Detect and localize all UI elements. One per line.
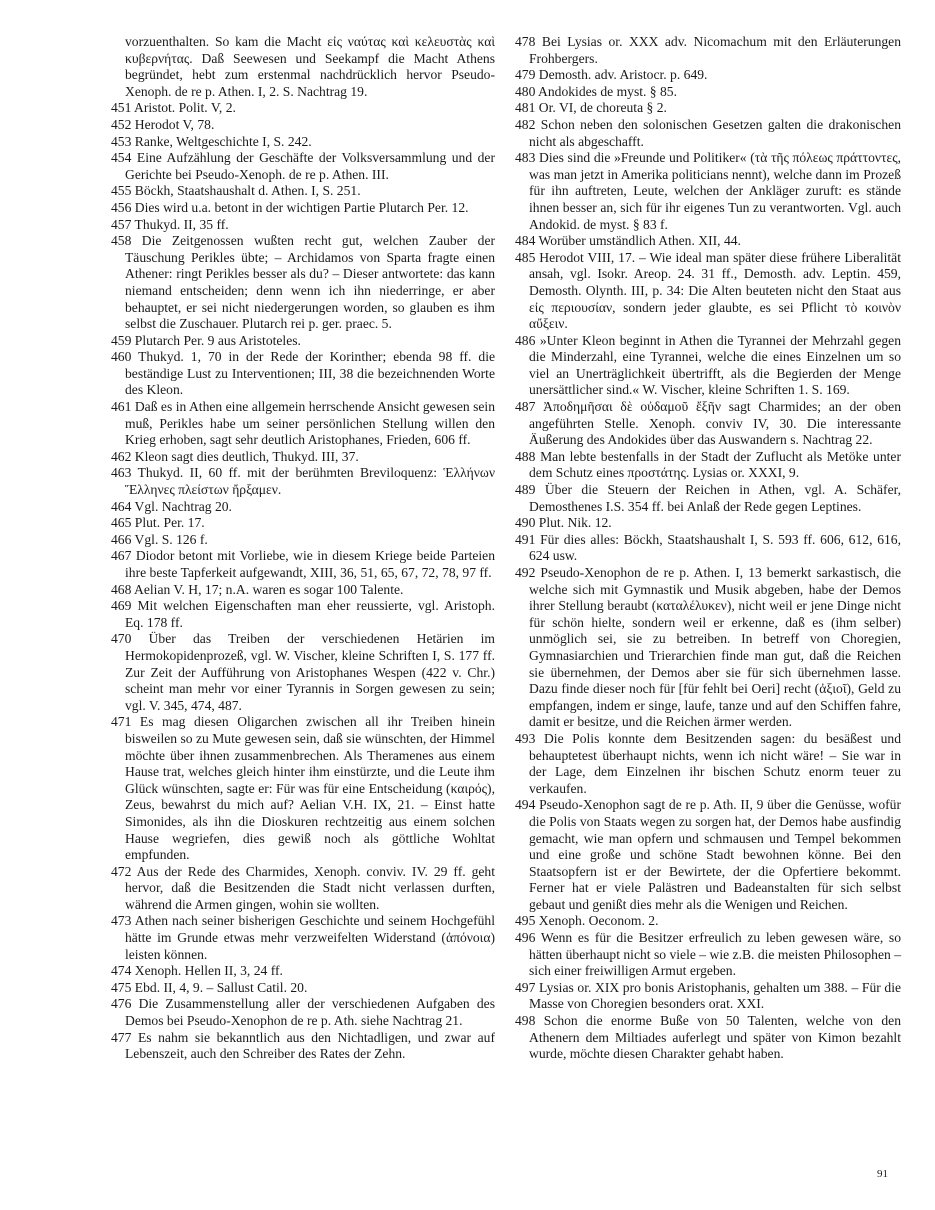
footnote-text: Worüber umständlich Athen. XII, 44. xyxy=(538,233,741,249)
footnote-text: Demosth. adv. Aristocr. p. 649. xyxy=(538,67,708,83)
footnote-text: Es mag diesen Oligarchen zwischen all ihr Treiben hinein bisweilen so zu Mute gewesen sein, daß sie wünschten, der Himmel möchte über ihnen zusammenbrechen. Als Theramenes aus einem Hause trat, welches gleich hinter ihm einstürzte, und die Leute ihm Glück wünschten, sagte er: Für was für eine Entscheidung (καιρός), Zeus, bewahrst du mich auf? Aelian V.H. IX, 21. – Einst hatte Simonides, als ihn die Dioskuren rechtzeitig aus einem solchen Hause wegriefen, dies gewiß noch als göttliche Wohltat empfunden. xyxy=(125,714,495,863)
footnote-number: 482 xyxy=(515,116,536,132)
footnote-485 xyxy=(515,250,901,333)
footnote-494 xyxy=(515,797,901,913)
page-number: 91 xyxy=(877,1168,888,1180)
footnote-number: 470 xyxy=(111,631,132,647)
footnote-text: Ranke, Weltgeschichte I, S. 242. xyxy=(134,133,312,149)
right-column xyxy=(515,34,901,1063)
footnote-451 xyxy=(111,100,495,117)
footnote-number: 455 xyxy=(111,183,132,199)
footnote-text: Pseudo-Xenophon sagt de re p. Ath. II, 9 über die Genüsse, wofür die Polis von Staats wegen zu sorgen hat, der Demos habe ausfindig gemacht, wie man opfern und schmausen und Tempel bekommen und eine große und schöne Stadt bewohnen könne. Bei den Staatsopfern ist er der Bewirtete, der die Opfertiere bekommt. Ferner hat er viele Palästren und Badeanstalten für sich selbst gebaut und genißt dies mehr als die Wenigen und Reichen. xyxy=(529,797,901,912)
footnote-text: Xenoph. Oeconom. 2. xyxy=(538,913,659,929)
footnote-text: Herodot V, 78. xyxy=(134,116,215,132)
footnote-498 xyxy=(515,1013,901,1063)
footnote-number: 457 xyxy=(111,216,132,232)
footnote-text: Daß es in Athen eine allgemein herrschende Ansicht gewesen sein muß, Perikles habe um seiner persönlichen Stellung willen den Krieg erhoben, sagt sehr deutlich Aristophanes, Frieden, 606 ff. xyxy=(125,399,495,448)
footnote-461 xyxy=(111,399,495,449)
footnote-number: 469 xyxy=(111,598,132,614)
footnote-470 xyxy=(111,631,495,714)
footnote-number: 462 xyxy=(111,448,132,464)
footnote-number: 492 xyxy=(515,565,536,580)
footnote-text: Herodot VIII, 17. – Wie ideal man später diese frühere Liberalität ansah, vgl. Isokr. Areop. 24. 31 ff., Demosth. adv. Leptin. 459, Demosth. Olynth. III, p. 34: Die Alten beuteten nicht den Staat aus εἰς περιουσίαν, sondern jeder glaubte, es sei Pflicht τὸ κοινὸν αὔξειν. xyxy=(529,249,901,332)
footnote-text: Thukyd. II, 35 ff. xyxy=(134,216,229,232)
footnote-text: Dies sind die »Freunde und Politiker« (τὰ τῆς πόλεως πράττοντες, was man jetzt in Amerika politicians nennt), welche dann im Prozeß für ihn auftreten, Leute, welchen der Ankläger zuruft: es stände ihnen besser an, sich für ihr eigenes Tun zu verantworten. Vgl. auch Andokid. de myst. § 83 f. xyxy=(529,150,901,232)
footnote-number: 475 xyxy=(111,979,132,995)
footnote-number: 488 xyxy=(515,448,536,464)
footnote-number: 454 xyxy=(111,150,132,166)
footnote-490 xyxy=(515,515,901,532)
footnote-number: 498 xyxy=(515,1013,536,1029)
footnote-469 xyxy=(111,598,495,631)
footnote-number: 495 xyxy=(515,913,536,929)
footnote-number: 477 xyxy=(111,1029,132,1045)
footnote-number: 471 xyxy=(111,714,132,730)
footnote-text: Schon neben den solonischen Gesetzen galten die drakonischen nicht als abgeschafft. xyxy=(529,116,901,149)
footnote-456 xyxy=(111,200,495,217)
footnote-number: 453 xyxy=(111,133,132,149)
footnote-number: 451 xyxy=(111,100,132,116)
footnote-text: Plut. Nik. 12. xyxy=(538,515,612,531)
footnote-text: Pseudo-Xenophon de re p. Athen. I, 13 bemerkt sarkastisch, die welche sich mit Gymnastik und Musik abgeben, habe der Demos ihrer Stellung beraubt (καταλέλυκεν), nicht weil er jene Dinge nicht für schön hielte, sondern weil er erkenne, daß es (ihm selber) unmöglich sei, sie zu betreiben. In betreff von Choregien, Gymnasiarchien und Trierarchien finde man gut, daß die Reichen sie übernehmen, der Demos aber sie für sich übernehmen lasse. Dazu finde dieser noch für [für fehlt bei Oeri] recht (ἀξιοῖ), Geld zu empfangen, indem er singe, laufe, tanze und auf den Schiffen fahre, damit er besitze, und die Reichen ärmer werden. xyxy=(529,565,901,730)
footnote-text: Andokides de myst. § 85. xyxy=(538,83,677,99)
footnote-text: Aristot. Polit. V, 2. xyxy=(134,100,236,116)
footnote-476 xyxy=(111,996,495,1029)
footnote-463 xyxy=(111,465,495,498)
footnote-493 xyxy=(515,731,901,797)
left-column xyxy=(111,34,495,1063)
footnote-text: Kleon sagt dies deutlich, Thukyd. III, 37. xyxy=(134,448,359,464)
footnote-number: 487 xyxy=(515,399,536,415)
footnote-text: Böckh, Staatshaushalt d. Athen. I, S. 251. xyxy=(134,183,361,199)
footnote-458 xyxy=(111,233,495,333)
footnote-495 xyxy=(515,913,901,930)
footnote-473 xyxy=(111,913,495,963)
footnote-492 xyxy=(515,565,901,731)
footnote-number: 476 xyxy=(111,996,132,1012)
footnote-text: Die Zusammenstellung aller der verschiedenen Aufgaben des Demos bei Pseudo-Xenophon de re p. Ath. siehe Nachtrag 21. xyxy=(125,996,495,1029)
footnote-number: 459 xyxy=(111,332,132,348)
footnote-468 xyxy=(111,582,495,599)
footnote-number: 493 xyxy=(515,730,536,746)
footnote-466 xyxy=(111,532,495,549)
footnote-number: 480 xyxy=(515,83,536,99)
footnote-text: Für dies alles: Böckh, Staatshaushalt I, S. 593 ff. 606, 612, 616, 624 usw. xyxy=(529,531,901,564)
footnote-text: Plut. Per. 17. xyxy=(134,515,205,531)
footnote-number: 458 xyxy=(111,233,132,249)
footnote-number: 466 xyxy=(111,531,132,547)
footnote-number: 464 xyxy=(111,498,132,514)
footnote-number: 452 xyxy=(111,116,132,132)
footnote-482 xyxy=(515,117,901,150)
footnote-text: Ἀποδημῆσαι δὲ οὐδαμοῦ ἔξῆν sagt Charmides; an der oben angeführten Stelle. Xenoph. conviv IV, 30. Die interessante Äußerung des Andokides über das Auswandern s. Nachtrag 22. xyxy=(529,399,902,448)
footnote-number: 491 xyxy=(515,531,536,547)
footnote-number: 472 xyxy=(111,863,132,879)
footnote-484 xyxy=(515,233,901,250)
footnote-483 xyxy=(515,150,901,233)
footnote-text: Vgl. S. 126 f. xyxy=(134,531,208,547)
footnote-number: 467 xyxy=(111,548,132,564)
footnote-number: 474 xyxy=(111,963,132,979)
footnote-number: 486 xyxy=(515,332,536,348)
footnote-text: Die Zeitgenossen wußten recht gut, welchen Zauber der Täuschung Perikles übte; – Archidamos von Sparta fragte einen Athener: ringt Perikles besser als du? – Dieser antwortete: das kann niemand entscheiden; denn wenn ich ihn niederringe, er aber behauptet, er sei nicht niedergerungen worden, so glauben es ihm selbst die Zuschauer. Plutarch rei p. ger. praec. 5. xyxy=(125,233,496,332)
footnote-text: Man lebte bestenfalls in der Stadt der Zuflucht als Metöke unter dem Schutz eines προστάτης. Lysias or. XXXI, 9. xyxy=(529,448,901,481)
footnote-text: Thukyd. II, 60 ff. mit der berühmten Breviloquenz: Ἑλλήνων Ἕλληνες πλείστων ἤρξαμεν. xyxy=(125,465,495,498)
footnote-481 xyxy=(515,100,901,117)
footnote-477 xyxy=(111,1030,495,1063)
footnote-text: Bei Lysias or. XXX adv. Nicomachum mit den Erläuterungen Frohbergers. xyxy=(529,34,901,66)
footnote-text: Über das Treiben der verschiedenen Hetärien im Hermokopidenprozeß, vgl. W. Vischer, kleine Schriften I, S. 177 ff. Zur Zeit der Aufführung von Aristophanes Wespen (422 v. Chr.) scheint man mehr vor einer Tyrannis in Sorgen gewesen zu sein; vgl. V. 345, 474, 487. xyxy=(125,631,495,713)
footnote-text: Plutarch Per. 9 aus Aristoteles. xyxy=(134,332,301,348)
footnote-488 xyxy=(515,449,901,482)
footnote-number: 483 xyxy=(515,150,536,166)
footnote-459 xyxy=(111,333,495,350)
footnote-464 xyxy=(111,499,495,516)
footnote-text: Mit welchen Eigenschaften man eher reussierte, vgl. Aristoph. Eq. 178 ff. xyxy=(125,598,495,630)
footnote-491 xyxy=(515,532,901,565)
footnote-453 xyxy=(111,134,495,151)
footnote-text: »Unter Kleon beginnt in Athen die Tyrannei der Mehrzahl gegen die Minderzahl, eine Tyrannei, welche die eines Einzelnen um so viel an Unerträglichkeit übertrifft, als die Begierden der Menge unersättlicher sind.« W. Vischer, kleine Schriften 1. S. 169. xyxy=(529,332,901,398)
footnote-number: 461 xyxy=(111,399,132,415)
footnote-474 xyxy=(111,963,495,980)
footnote-text: Es nahm sie bekanntlich aus den Nichtadligen, und zwar auf Lebenszeit, auch den Schreiber des Rates der Zehn. xyxy=(125,1029,495,1062)
footnote-465 xyxy=(111,515,495,532)
footnote-text: Thukyd. 1, 70 in der Rede der Korinther; ebenda 98 ff. die beständige Lust zu Interventionen; III, 38 die bezeichnenden Worte des Kleon. xyxy=(125,349,495,398)
footnote-text: Wenn es für die Besitzer erfreulich zu leben gewesen wäre, so hätten überhaupt nicht so viele – wie z.B. die meisten Philosophen – sich einer freiwilligen Armut ergeben. xyxy=(529,930,902,979)
footnote-number: 479 xyxy=(515,67,536,83)
footnote-text: Dies wird u.a. betont in der wichtigen Partie Plutarch Per. 12. xyxy=(134,199,469,215)
footnote-text: Athen nach seiner bisherigen Geschichte und seinem Hochgefühl hätte im Grunde etwas mehr verzweifelten Widerstand (ἀπόνοια) leisten können. xyxy=(125,913,495,962)
footnote-text: Eine Aufzählung der Geschäfte der Volksversammlung und der Gerichte bei Pseudo-Xenoph. de re p. Athen. III. xyxy=(125,150,495,182)
footnote-number: 468 xyxy=(111,581,132,597)
footnote-467 xyxy=(111,548,495,581)
footnote-number: 465 xyxy=(111,515,132,531)
footnote-text: Diodor betont mit Vorliebe, wie in diesem Kriege beide Parteien ihre beste Tapferkeit aufgewandt, XIII, 36, 51, 65, 67, 72, 78, 97 ff. xyxy=(125,548,495,580)
footnote-text: Aus der Rede des Charmides, Xenoph. conviv. IV. 29 ff. geht hervor, daß die Besitzenden die Stadt nicht verlassen durften, während die Armen gingen, wohin sie wollten. xyxy=(125,863,495,912)
footnote-text: Ebd. II, 4, 9. – Sallust Catil. 20. xyxy=(134,979,308,995)
footnote-497 xyxy=(515,980,901,1013)
footnote-text: Vgl. Nachtrag 20. xyxy=(134,498,232,514)
footnote-text: Die Polis konnte dem Besitzenden sagen: du besäßest und behauptetest überhaupt nichts, wenn ich nicht wäre! – Sie war in der Lage, dem Einzelnen ihr bischen Schutz enorm teuer zu verkaufen. xyxy=(529,730,901,796)
footnote-472 xyxy=(111,864,495,914)
footnote-number: 478 xyxy=(515,34,536,49)
footnote-number: 463 xyxy=(111,465,132,481)
footnote-number: 489 xyxy=(515,482,536,498)
footnote-number: 485 xyxy=(515,249,536,265)
footnote-487 xyxy=(515,399,901,449)
footnote-number: 490 xyxy=(515,515,536,531)
footnote-475 xyxy=(111,980,495,997)
footnote-number: 494 xyxy=(515,797,536,813)
continued-note: vorzuenthalten. So kam die Macht εἰς ναύτας καὶ κελευστὰς καὶ κυβερνήτας. Daß Seewesen und Seekampf die Macht Athens begründet, hebt zum erstenmal nachdrücklich hervor Pseudo-Xenoph. de re p. Athen. I, 2. S. Nachtrag 19. xyxy=(125,34,495,99)
footnote-480 xyxy=(515,84,901,101)
footnote-496 xyxy=(515,930,901,980)
footnote-number: 496 xyxy=(515,930,536,946)
footnote-text: Über die Steuern der Reichen in Athen, vgl. A. Schäfer, Demosthenes I.S. 354 ff. bei Anlaß der Rede gegen Leptines. xyxy=(529,482,901,514)
footnote-455 xyxy=(111,183,495,200)
footnote-457 xyxy=(111,217,495,234)
footnote-text: Or. VI, de choreuta § 2. xyxy=(538,100,667,116)
footnote-479 xyxy=(515,67,901,84)
footnote-number: 484 xyxy=(515,233,536,249)
footnote-486 xyxy=(515,333,901,399)
footnote-462 xyxy=(111,449,495,466)
footnote-452 xyxy=(111,117,495,134)
footnote-number: 460 xyxy=(111,349,132,365)
footnote-460 xyxy=(111,349,495,399)
footnote-number: 497 xyxy=(515,979,536,995)
footnote-478 xyxy=(515,34,901,67)
footnote-number: 473 xyxy=(111,913,132,929)
footnote-number: 456 xyxy=(111,199,132,215)
footnote-471 xyxy=(111,714,495,863)
footnote-text: Schon die enorme Buße von 50 Talenten, welche von den Athenern dem Miltiades auferlegt und später von Kimon bezahlt wurde, möchte diesen Charakter gehabt haben. xyxy=(529,1013,901,1062)
footnote-454 xyxy=(111,150,495,183)
footnote-number: 481 xyxy=(515,100,536,116)
footnote-text: Lysias or. XIX pro bonis Aristophanis, gehalten um 388. – Für die Masse von Choregien besonders orat. XXI. xyxy=(529,979,902,1012)
footnote-489 xyxy=(515,482,901,515)
footnote-text: Xenoph. Hellen II, 3, 24 ff. xyxy=(134,963,283,979)
footnote-text: Aelian V. H, 17; n.A. waren es sogar 100 Talente. xyxy=(134,581,404,597)
